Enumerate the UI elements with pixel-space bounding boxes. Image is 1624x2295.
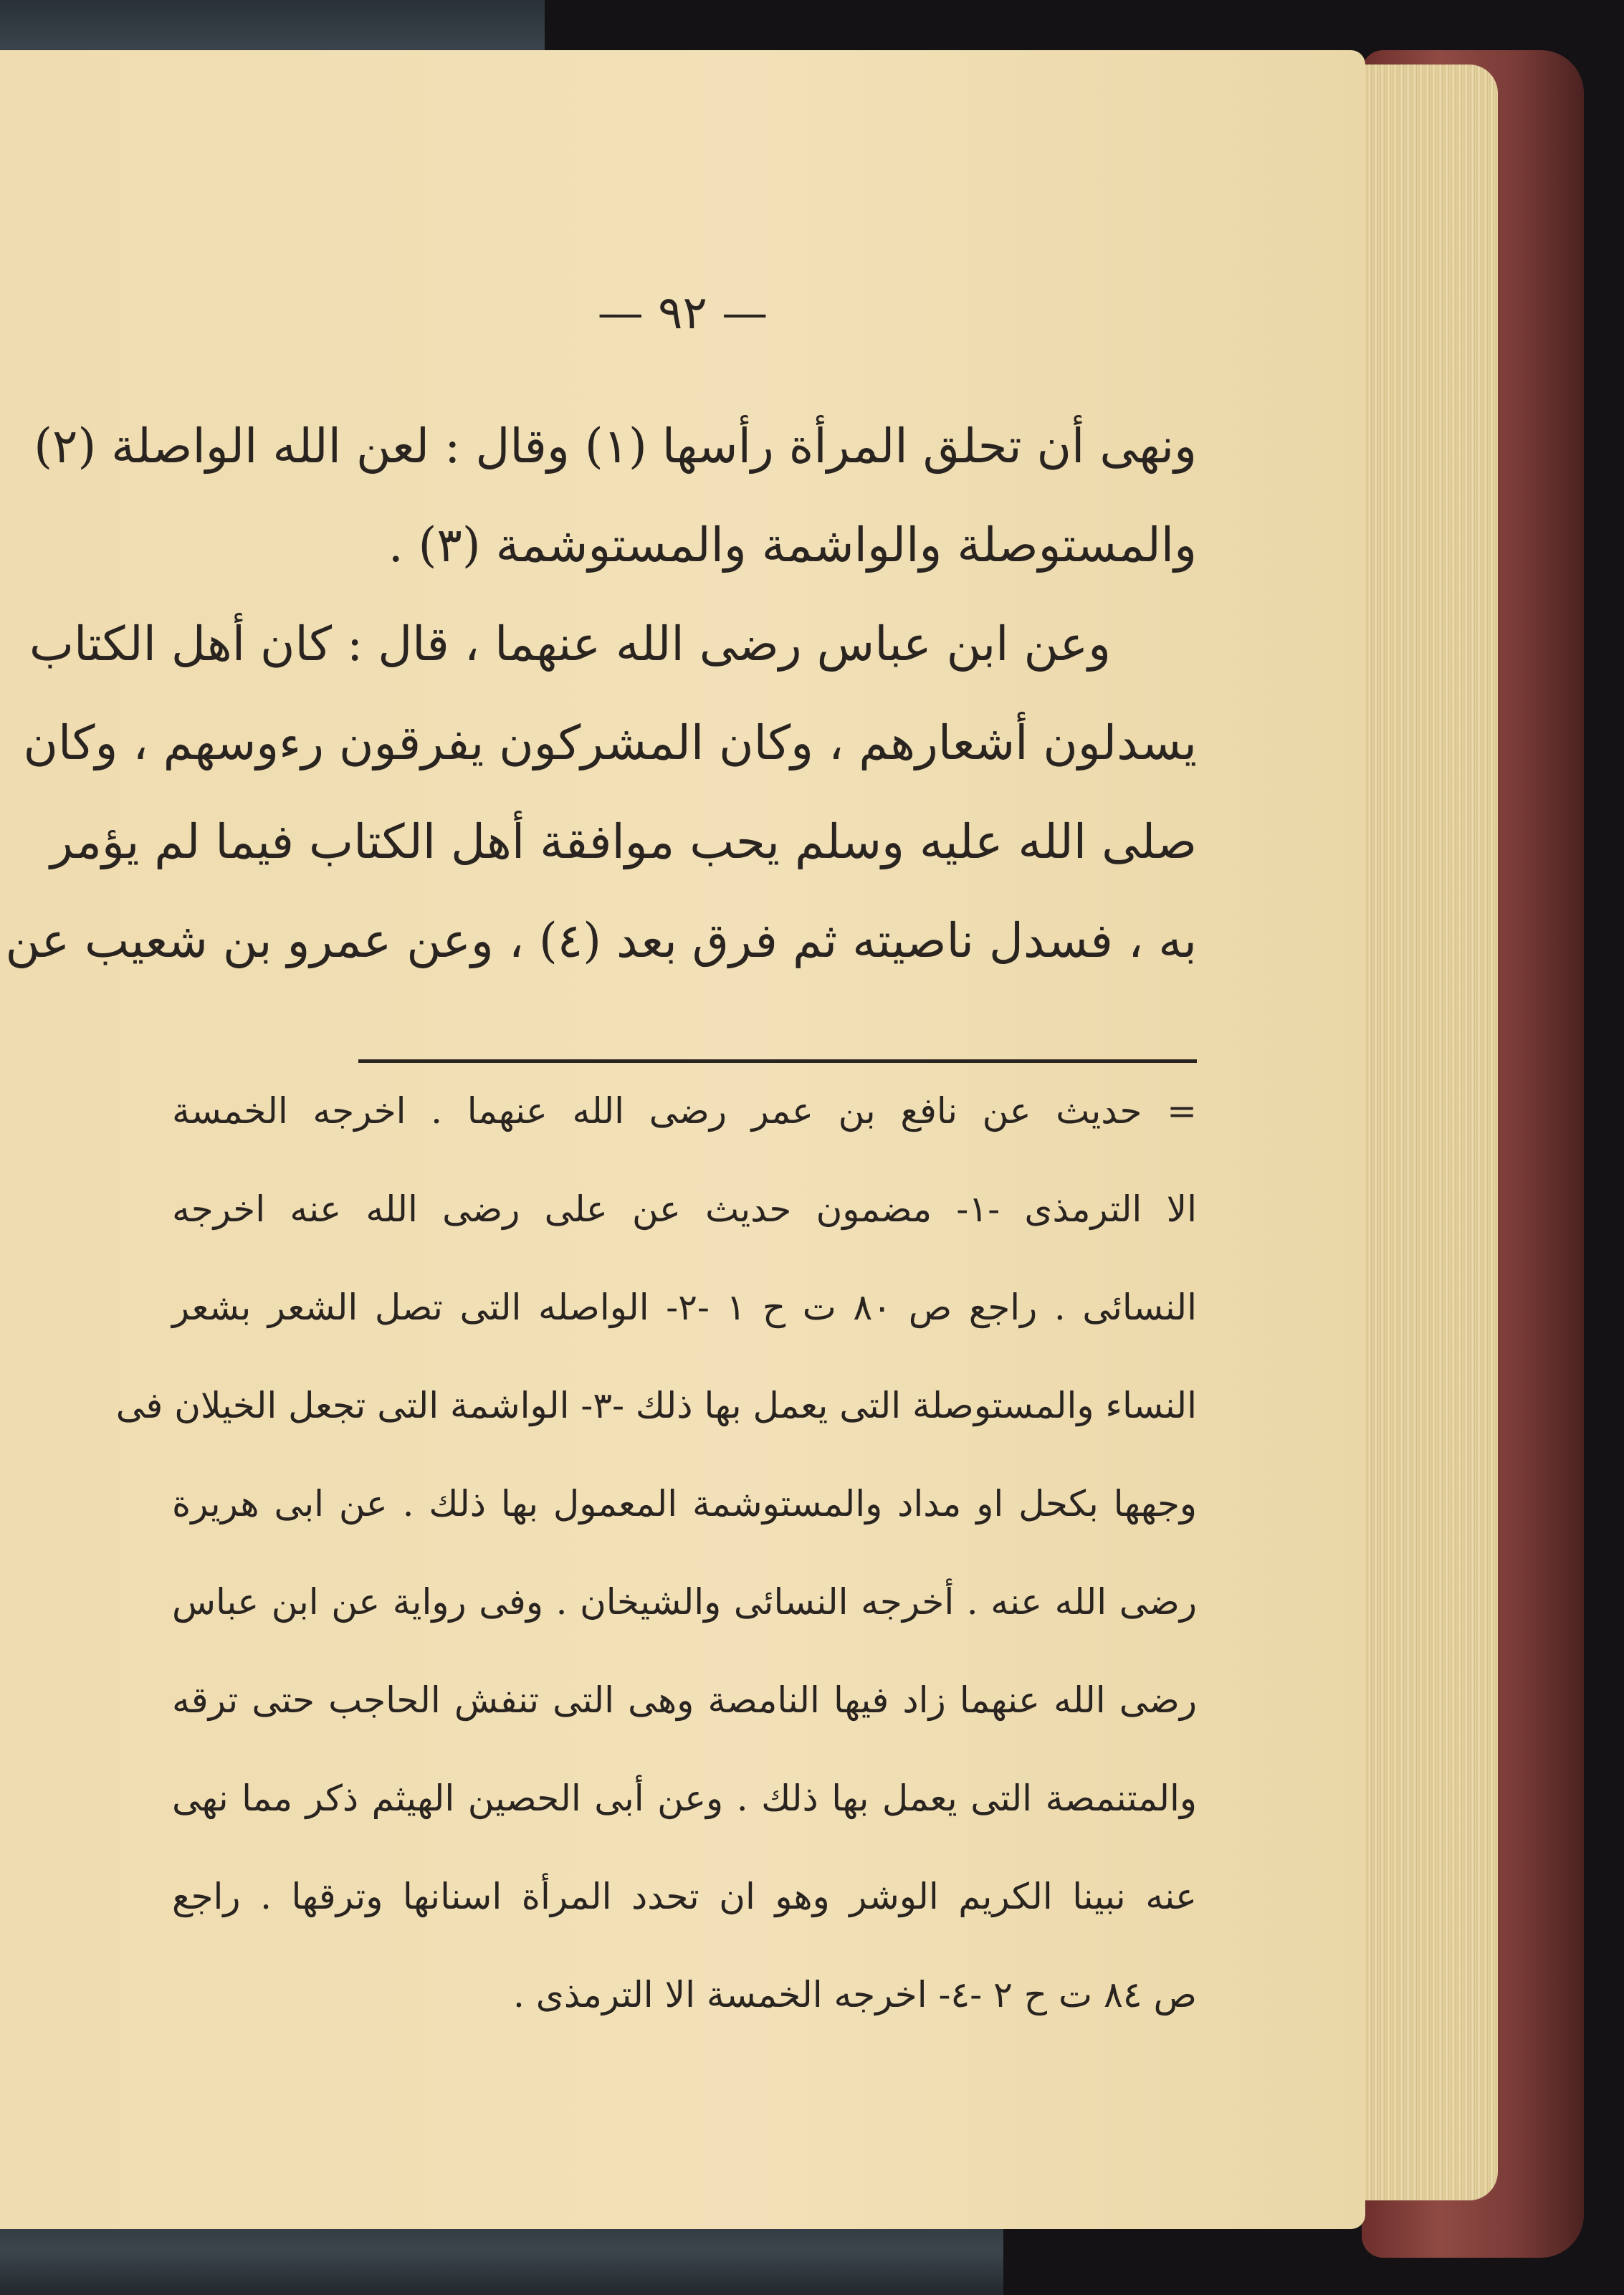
main-line: يسدلون أشعارهم ، وكان المشركون يفرقون رءوسهم ، وكان xyxy=(23,715,1197,770)
footnote-line: والمتنمصة التى يعمل بها ذلك . وعن أبى الحصين الهيثم ذكر مما نهى xyxy=(172,1778,1197,1819)
main-line: وعن ابن عباس رضى الله عنهما ، قال : كان أهل الكتاب xyxy=(29,616,1111,672)
main-line: والمستوصلة والواشمة والمستوشمة (٣) . xyxy=(388,517,1197,573)
footnote-line: رضى الله عنهما زاد فيها النامصة وهى التى تنفش الحاجب حتى ترقه xyxy=(172,1679,1197,1721)
footnote-line: الا الترمذى -١- مضمون حديث عن على رضى الله عنه اخرجه xyxy=(172,1188,1198,1230)
main-text xyxy=(5,419,1197,1016)
footnote-line: وجهها بكحل او مداد والمستوشمة المعمول بها ذلك . عن ابى هريرة xyxy=(172,1483,1197,1525)
footnote-line: عنه نبينا الكريم الوشر وهو ان تحدد المرأة اسنانها وترقها . راجع xyxy=(172,1876,1197,1917)
page-number: — ٩٢ — xyxy=(597,287,768,340)
footnote-line: النساء والمستوصلة التى يعمل بها ذلك -٣- الواشمة التى تجعل الخيلان فى xyxy=(115,1385,1197,1426)
footnote-divider xyxy=(358,1059,1197,1063)
main-line: به ، فسدل ناصيته ثم فرق بعد (٤) ، وعن عمرو بن شعيب عن xyxy=(5,913,1197,968)
footnote-line: = حديث عن نافع بن عمر رضى الله عنهما . اخرجه الخمسة xyxy=(172,1090,1197,1132)
footnote-line: النسائى . راجع ص ٨٠ ت ح ١ -٢- الواصله التى تصل الشعر بشعر xyxy=(172,1287,1197,1328)
footnotes xyxy=(115,1090,1198,2075)
footnote-line: ص ٨٤ ت ح ٢ -٤- اخرجه الخمسة الا الترمذى . xyxy=(512,1974,1197,2015)
main-line: ونهى أن تحلق المرأة رأسها (١) وقال : لعن الله الواصلة (٢) xyxy=(34,419,1197,474)
footnote-line: رضى الله عنه . أخرجه النسائى والشيخان . وفى رواية عن ابن عباس xyxy=(172,1581,1197,1623)
main-line: صلى الله عليه وسلم يحب موافقة أهل الكتاب فيما لم يؤمر xyxy=(50,814,1197,869)
book-page xyxy=(0,50,1365,2229)
